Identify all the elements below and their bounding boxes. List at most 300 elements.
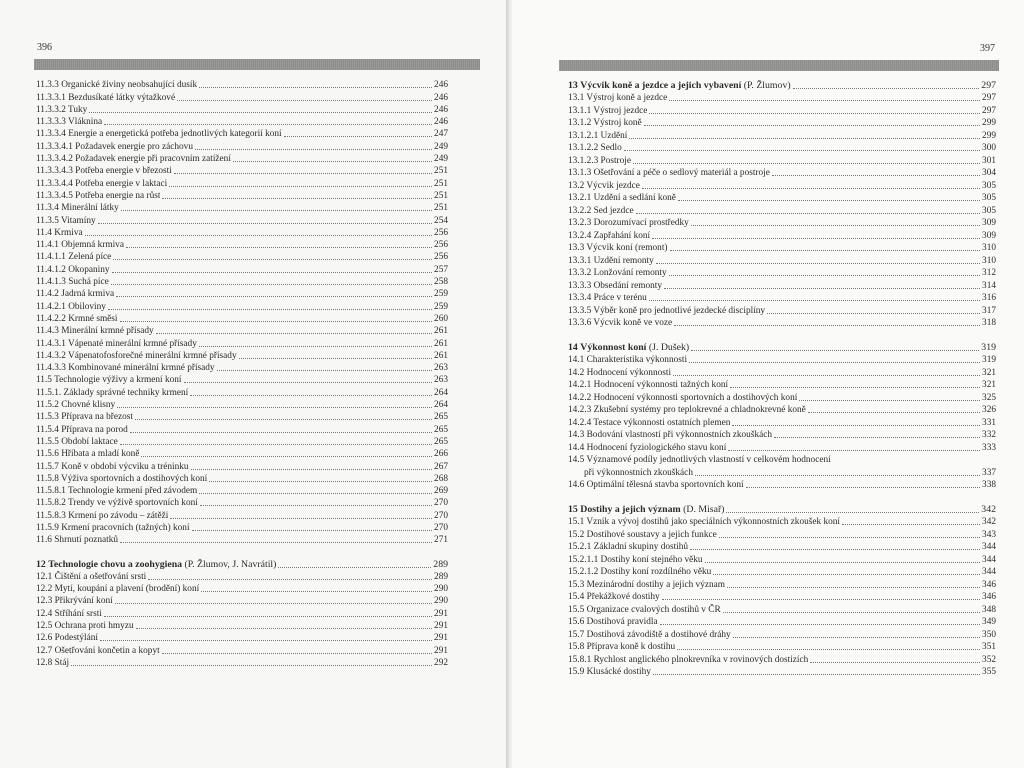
entry-title: 11.4.1 Objemná krmiva xyxy=(36,240,124,251)
entry-title: 13.1.2.2 Sedlo xyxy=(568,143,622,153)
dot-leader xyxy=(689,362,980,363)
toc-entry xyxy=(568,167,996,180)
entry-title: 15.2.1.1 Dostihy koní stejného věku xyxy=(568,554,703,565)
entry-title: 13.2 Výcvik jezdce xyxy=(568,180,640,191)
entry-title: 13.3.1 Uzdění remonty xyxy=(568,255,654,266)
entry-title: 13.1.2.1 Uzdění xyxy=(568,130,628,141)
dot-leader xyxy=(653,674,980,675)
entry-title: 13.3.5 Výběr koně pro jednotlivé jezdecké disciplíny xyxy=(568,305,766,316)
chapter-number: 15 xyxy=(568,503,578,515)
dot-leader xyxy=(148,579,432,580)
entry-page-number: 318 xyxy=(982,318,996,328)
toc-entry xyxy=(568,479,996,492)
entry-page-number: 312 xyxy=(982,268,996,278)
dot-leader xyxy=(162,198,432,199)
entry-title: 14.5 Významové podíly jednotlivých vlastností v celkovém hodnocení xyxy=(568,455,831,465)
entry-title: 12.3 Přikrývání koní xyxy=(36,596,113,607)
toc-entry xyxy=(568,528,996,541)
entry-page-number: 251 xyxy=(434,203,448,214)
entry-title: při výkonnostních zkouškách xyxy=(584,467,693,478)
entry-page-number: 350 xyxy=(982,629,996,640)
entry-page-number: 246 xyxy=(434,104,448,115)
entry-page-number: 264 xyxy=(434,387,448,398)
dot-leader xyxy=(649,113,980,114)
entry-page-number: 338 xyxy=(982,480,996,490)
chapter-title: Dostihy a jejich význam xyxy=(580,503,681,515)
entry-title: 11.5.2 Chovné klisny xyxy=(36,400,116,411)
toc-entry xyxy=(568,179,996,192)
entry-page-number: 246 xyxy=(434,92,448,103)
entry-page-number: 300 xyxy=(982,143,996,153)
entry-title: 11.3.3.4.4 Potřeba energie v laktaci xyxy=(36,178,168,189)
toc-entry xyxy=(568,628,996,641)
dot-leader xyxy=(633,163,980,164)
toc-entry xyxy=(568,242,996,255)
entry-title: 15.3 Mezinárodní dostihy a jejich význam xyxy=(568,579,725,590)
chapter-title: Technologie chovu a zoohygiena xyxy=(48,558,183,570)
dot-leader xyxy=(636,213,980,214)
entry-title: 11.3.4 Minerální látky xyxy=(36,203,119,214)
toc-entry xyxy=(36,263,448,275)
toc-entry xyxy=(568,603,996,616)
toc-entry xyxy=(568,404,996,417)
entry-title xyxy=(36,559,276,571)
entry-page-number: 319 xyxy=(982,355,996,365)
entry-title: 11.4.2 Jadrná krmiva xyxy=(36,289,115,300)
toc-entry xyxy=(36,91,448,103)
entry-page-number: 246 xyxy=(434,117,448,128)
entry-title: 11.5 Technologie výživy a krmení koní xyxy=(36,375,182,386)
entry-page-number: 297 xyxy=(982,105,996,116)
entry-page-number: 259 xyxy=(434,289,448,300)
entry-title: 13.1.2.3 Postroje xyxy=(568,155,632,166)
dot-leader xyxy=(677,649,980,650)
entry-page-number: 309 xyxy=(982,230,996,241)
dot-leader xyxy=(656,263,980,264)
dot-leader xyxy=(810,662,980,663)
entry-page-number: 249 xyxy=(434,154,448,165)
entry-page-number: 258 xyxy=(434,277,448,288)
chapter-title: Výcvik koně a jezdce a jejich vybavení xyxy=(580,79,742,91)
entry-page-number: 247 xyxy=(434,129,448,140)
entry-title: 15.1 Vznik a vývoj dostihů jako speciálních výkonnostních zkoušek koní xyxy=(568,517,840,527)
entry-title: 13.2.2 Sed jezdce xyxy=(568,205,634,216)
entry-title: 12.6 Podestýlání xyxy=(36,633,98,644)
entry-page-number: 321 xyxy=(982,380,996,390)
entry-page-number: 291 xyxy=(434,645,448,656)
entry-title xyxy=(568,504,724,516)
entry-page-number: 291 xyxy=(434,608,448,619)
dot-leader xyxy=(624,150,980,151)
toc-entry xyxy=(568,229,996,242)
dot-leader xyxy=(113,259,432,260)
entry-title: 15.2.1 Základní skupiny dostihů xyxy=(568,542,689,552)
entry-title: 11.5.1. Základy správné techniky krmení xyxy=(36,387,189,398)
dot-leader xyxy=(695,475,980,476)
toc-entry xyxy=(568,142,996,155)
entry-page-number: 270 xyxy=(434,498,448,509)
toc-entry xyxy=(36,227,448,239)
toc-entry xyxy=(568,641,996,654)
entry-title: 11.3.3.3 Vláknina xyxy=(36,117,103,128)
entry-page-number: 289 xyxy=(434,571,448,582)
dot-leader xyxy=(642,188,980,189)
entry-title: 14.3 Bodování vlastností při výkonnostních zkouškách xyxy=(568,430,772,440)
dot-leader xyxy=(808,412,980,413)
dot-leader xyxy=(130,432,432,433)
entry-page-number: 344 xyxy=(982,542,996,552)
entry-page-number: 310 xyxy=(982,255,996,266)
entry-title: 14.2.4 Testace výkonnosti ostatních plemen xyxy=(568,417,731,428)
dot-leader xyxy=(670,250,981,251)
toc-entry xyxy=(36,497,448,509)
toc-entry xyxy=(36,460,448,472)
chapter-heading xyxy=(36,558,448,570)
entry-page-number: 270 xyxy=(434,522,448,533)
toc-entry xyxy=(36,165,448,177)
dot-leader xyxy=(200,505,432,506)
entry-page-number: 251 xyxy=(434,190,448,201)
dot-leader xyxy=(115,603,432,604)
dot-leader xyxy=(100,640,432,641)
toc-entry xyxy=(568,254,996,267)
entry-title: 15.5 Organizace cvalových dostihů v ČR xyxy=(568,604,721,615)
toc-entry xyxy=(568,354,996,367)
entry-title: 13.1.1 Výstroj jezdce xyxy=(568,105,648,116)
toc-entry xyxy=(568,454,996,467)
entry-page-number: 344 xyxy=(982,554,996,565)
toc-entry xyxy=(568,466,996,479)
entry-page-number: 343 xyxy=(982,529,996,540)
toc-entry xyxy=(568,616,996,629)
toc-entry xyxy=(568,279,996,292)
chapter-heading xyxy=(568,341,996,354)
toc-entry xyxy=(36,104,448,116)
dot-leader xyxy=(652,238,980,239)
entry-title: 15.7 Dostihová závodiště a dostihové dráhy xyxy=(568,629,731,640)
toc-entry xyxy=(36,522,448,534)
dot-leader xyxy=(111,284,432,285)
entry-title: 11.5.3 Příprava na březost xyxy=(36,412,133,423)
dot-leader xyxy=(239,358,432,359)
dot-leader xyxy=(117,407,432,408)
entry-page-number: 270 xyxy=(434,510,448,521)
entry-page-number: 351 xyxy=(982,642,996,652)
toc-entry xyxy=(568,653,996,666)
entry-title: 11.3.3.4.5 Potřeba energie na růst xyxy=(36,190,161,201)
toc-entry xyxy=(36,79,448,91)
dot-leader xyxy=(195,149,432,150)
toc-entry xyxy=(568,416,996,429)
toc-entry xyxy=(568,117,996,130)
entry-title: 11.5.9 Krmení pracovních (tažných) koní xyxy=(36,522,190,533)
dot-leader xyxy=(678,200,980,201)
entry-page-number: 254 xyxy=(434,215,448,226)
entry-page-number: 310 xyxy=(982,243,996,253)
entry-page-number: 257 xyxy=(434,264,448,275)
toc-entry xyxy=(568,566,996,579)
toc-entry xyxy=(36,607,448,619)
entry-page-number: 271 xyxy=(434,535,448,546)
dot-leader xyxy=(120,542,432,543)
entry-title: 15.2.1.2 Dostihy koní rozdílného věku xyxy=(568,567,712,577)
toc-entry xyxy=(568,441,996,454)
entry-title: 11.4 Krmiva xyxy=(36,227,83,238)
toc-entry xyxy=(36,190,448,202)
table-of-contents xyxy=(568,79,996,678)
entry-title: 11.4.2.2 Krmné směsi xyxy=(36,313,118,324)
dot-leader xyxy=(135,419,432,420)
entry-page-number: 265 xyxy=(434,424,448,435)
toc-entry xyxy=(36,595,448,607)
entry-title: 11.5.8.3 Krmení po závodu – zátěži xyxy=(36,510,169,521)
entry-page-number: 349 xyxy=(982,617,996,627)
entry-page-number: 331 xyxy=(982,417,996,428)
toc-entry xyxy=(36,140,448,152)
toc-entry xyxy=(36,337,448,349)
toc-entry xyxy=(568,366,996,379)
right-page xyxy=(512,0,1024,768)
toc-entry xyxy=(36,251,448,263)
entry-page-number: 316 xyxy=(982,293,996,303)
dot-leader xyxy=(141,456,432,457)
toc-entry xyxy=(568,204,996,217)
entry-page-number: 268 xyxy=(434,473,448,484)
chapter-heading xyxy=(568,503,996,516)
dot-leader xyxy=(126,247,432,248)
entry-page-number: 342 xyxy=(982,517,996,527)
entry-title: 11.5.8 Výživa sportovních a dostihových koní xyxy=(36,473,208,484)
entry-page-number: 332 xyxy=(982,430,996,440)
dot-leader xyxy=(691,225,980,226)
dot-leader xyxy=(177,100,432,101)
dot-leader xyxy=(199,346,432,347)
toc-entry xyxy=(36,177,448,189)
toc-entry xyxy=(36,386,448,398)
dot-leader xyxy=(190,395,432,396)
dot-leader xyxy=(649,300,980,301)
entry-title: 14.1 Charakteristika výkonnosti xyxy=(568,355,688,365)
dot-leader xyxy=(746,487,980,488)
entry-title: 12.7 Ošetřování končetin a kopyt xyxy=(36,645,160,656)
entry-page-number: 304 xyxy=(982,168,996,178)
dot-leader xyxy=(162,653,432,654)
entry-title: 11.3.5 Vitamíny xyxy=(36,215,96,226)
page-number: 397 xyxy=(980,43,995,54)
dot-leader xyxy=(233,161,432,162)
entry-page-number: 305 xyxy=(982,205,996,216)
dot-leader xyxy=(767,313,980,314)
entry-page-number: 251 xyxy=(434,178,448,189)
toc-entry xyxy=(568,553,996,566)
dot-leader xyxy=(278,567,431,568)
entry-title: 11.3.3.2 Tuky xyxy=(36,104,88,115)
chapter-number: 13 xyxy=(568,79,578,91)
dot-leader xyxy=(184,382,433,383)
entry-page-number: 301 xyxy=(982,155,996,166)
entry-title: 11.3.3.4.1 Požadavek energie pro záchovu xyxy=(36,141,193,152)
entry-page-number: 256 xyxy=(434,252,448,263)
entry-title: 11.3.3 Organické živiny neobsahující dusík xyxy=(36,80,198,91)
entry-page-number: 261 xyxy=(434,350,448,361)
chapter-author: (D. Misař) xyxy=(683,503,725,515)
entry-title: 13.1.2 Výstroj koně xyxy=(568,118,642,128)
dot-leader xyxy=(660,624,980,625)
toc-entry xyxy=(36,399,448,411)
toc-entry xyxy=(568,104,996,117)
entry-title: 11.4.3.1 Vápenaté minerální krmné přísady xyxy=(36,338,197,349)
entry-title: 13.1 Výstroj koně a jezdce xyxy=(568,93,668,103)
entry-page-number: 297 xyxy=(982,93,996,103)
toc-entry xyxy=(36,583,448,595)
entry-page-number: 251 xyxy=(434,166,448,177)
toc-entry xyxy=(36,288,448,300)
dot-leader xyxy=(629,138,980,139)
entry-title: 13.2.1 Uzdění a sedlání koně xyxy=(568,193,676,203)
entry-page-number: 256 xyxy=(434,227,448,238)
entry-title: 11.4.1.1 Zelená píce xyxy=(36,252,112,263)
dot-leader xyxy=(732,425,980,426)
toc-entry xyxy=(36,313,448,325)
dot-leader xyxy=(733,637,980,638)
entry-page-number: 346 xyxy=(982,579,996,590)
entry-page-number: 299 xyxy=(982,130,996,141)
dot-leader xyxy=(662,599,980,600)
toc-entry xyxy=(36,657,448,669)
dot-leader xyxy=(726,512,979,513)
dot-leader xyxy=(728,450,980,451)
chapter-title: Výkonnost koní xyxy=(580,341,647,353)
entry-title: 11.5.6 Hříbata a mladí koně xyxy=(36,449,140,460)
dot-leader xyxy=(673,375,980,376)
dot-leader xyxy=(85,235,432,236)
entry-page-number: 289 xyxy=(433,558,448,570)
toc-entry xyxy=(36,534,448,546)
entry-title: 11.5.4 Příprava na porod xyxy=(36,424,128,435)
entry-page-number: 263 xyxy=(434,363,448,374)
toc-entry xyxy=(568,391,996,404)
toc-entry xyxy=(36,128,448,140)
dot-leader xyxy=(284,136,432,137)
toc-entry xyxy=(36,485,448,497)
dot-leader xyxy=(723,612,980,613)
dot-leader xyxy=(730,387,980,388)
toc-entry xyxy=(568,541,996,554)
dot-leader xyxy=(136,628,432,629)
toc-entry xyxy=(568,154,996,167)
dot-leader xyxy=(98,223,432,224)
toc-entry xyxy=(568,192,996,205)
toc-entry xyxy=(36,325,448,337)
entry-title: 11.3.3.4.3 Potřeba energie v březosti xyxy=(36,166,172,177)
dot-leader xyxy=(644,125,980,126)
entry-title: 13.2.3 Dorozumívací prostředky xyxy=(568,218,689,228)
entry-title: 14.2.2 Hodnocení výkonnosti sportovních a dostihových koní xyxy=(568,392,798,403)
chapter-heading xyxy=(568,79,996,92)
toc-entry xyxy=(36,411,448,423)
toc-entry xyxy=(36,214,448,226)
entry-title: 12.2 Mytí, koupání a plavení (brodění) koní xyxy=(36,584,200,595)
entry-title: 13.3.4 Práce v terénu xyxy=(568,293,647,303)
entry-page-number: 291 xyxy=(434,621,448,632)
toc-entry xyxy=(36,374,448,386)
toc-entry xyxy=(568,304,996,317)
entry-page-number: 269 xyxy=(434,486,448,497)
entry-page-number: 265 xyxy=(434,412,448,423)
toc-entry xyxy=(36,436,448,448)
entry-title: 14.2 Hodnocení výkonnosti xyxy=(568,367,672,378)
toc-entry xyxy=(36,632,448,644)
dot-leader xyxy=(199,87,432,88)
entry-page-number: 326 xyxy=(982,405,996,415)
entry-title: 11.3.3.1 Bezdusíkaté látky výtažkové xyxy=(36,92,176,103)
entry-title: 11.4.1.2 Okopaniny xyxy=(36,264,110,275)
entry-page-number: 333 xyxy=(982,442,996,453)
dot-leader xyxy=(116,296,432,297)
dot-leader xyxy=(669,275,980,276)
dot-leader xyxy=(71,665,432,666)
entry-page-number: 297 xyxy=(981,79,996,91)
entry-title: 15.2 Dostihové soustavy a jejich funkce xyxy=(568,529,717,540)
dot-leader xyxy=(772,175,980,176)
dot-leader xyxy=(209,481,432,482)
dot-leader xyxy=(842,524,980,525)
dot-leader xyxy=(108,309,432,310)
chapter-author: (P. Žlumov) xyxy=(743,79,791,91)
toc-entry xyxy=(568,267,996,280)
dot-leader xyxy=(774,437,980,438)
chapter-number: 14 xyxy=(568,341,578,353)
entry-title: 11.5.5 Období laktace xyxy=(36,436,118,447)
entry-page-number: 344 xyxy=(982,567,996,577)
header-band xyxy=(34,59,480,70)
dot-leader xyxy=(793,88,980,89)
entry-page-number: 305 xyxy=(982,193,996,203)
entry-title: 13.1.3 Ošetřování a péče o sedlový materiál a postroje xyxy=(568,168,770,178)
dot-leader xyxy=(217,370,432,371)
entry-page-number: 249 xyxy=(434,141,448,152)
toc-entry xyxy=(36,620,448,632)
entry-title: 11.5.8.1 Technologie krmení před závodem xyxy=(36,486,198,497)
toc-entry xyxy=(568,317,996,330)
toc-entry xyxy=(36,509,448,521)
entry-title: 11.5.8.2 Trendy ve výživě sportovních koní xyxy=(36,498,198,509)
toc-entry xyxy=(36,239,448,251)
toc-entry xyxy=(36,644,448,656)
dot-leader xyxy=(121,210,432,211)
entry-page-number: 265 xyxy=(434,436,448,447)
toc-entry xyxy=(36,362,448,374)
entry-page-number: 267 xyxy=(434,461,448,472)
entry-title: 14.6 Optimální tělesná stavba sportovních koní xyxy=(568,480,744,490)
dot-leader xyxy=(120,321,433,322)
entry-title: 11.4.3.3 Kombinované minerální krmné přísady xyxy=(36,363,215,374)
entry-title: 14.2.1 Hodnocení výkonnosti tažných koní xyxy=(568,380,729,390)
entry-page-number: 256 xyxy=(434,240,448,251)
toc-entry xyxy=(568,578,996,591)
dot-leader xyxy=(169,186,432,187)
entry-title: 13.3.3 Obsedání remonty xyxy=(568,280,662,291)
entry-page-number: 321 xyxy=(982,367,996,378)
dot-leader xyxy=(719,537,980,538)
toc-entry xyxy=(36,448,448,460)
dot-leader xyxy=(192,530,433,531)
toc-entry xyxy=(36,300,448,312)
dot-leader xyxy=(156,333,432,334)
dot-leader xyxy=(199,493,432,494)
entry-page-number: 266 xyxy=(434,449,448,460)
entry-page-number: 260 xyxy=(434,313,448,324)
